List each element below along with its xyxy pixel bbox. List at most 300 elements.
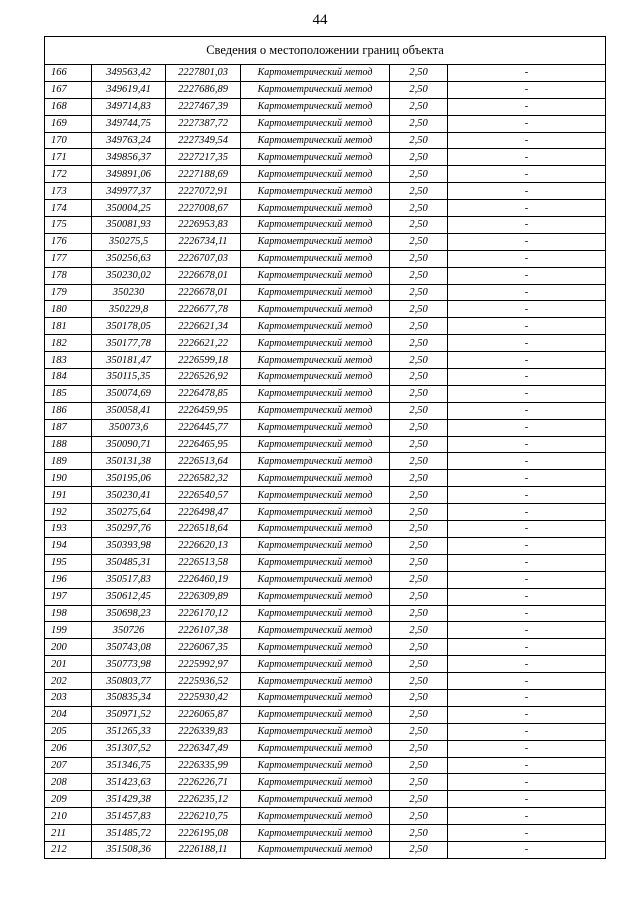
description-cell: - bbox=[448, 200, 606, 217]
method-cell: Картометрический метод bbox=[241, 521, 390, 538]
description-cell: - bbox=[448, 233, 606, 250]
x-coordinate-cell: 351457,83 bbox=[92, 808, 166, 825]
method-cell: Картометрический метод bbox=[241, 504, 390, 521]
point-number-cell: 207 bbox=[45, 757, 92, 774]
method-cell: Картометрический метод bbox=[241, 453, 390, 470]
x-coordinate-cell: 350256,63 bbox=[92, 250, 166, 267]
accuracy-cell: 2,50 bbox=[390, 200, 448, 217]
point-number-cell: 204 bbox=[45, 706, 92, 723]
method-cell: Картометрический метод bbox=[241, 301, 390, 318]
table-row bbox=[45, 385, 606, 402]
accuracy-cell: 2,50 bbox=[390, 689, 448, 706]
accuracy-cell: 2,50 bbox=[390, 267, 448, 284]
table-row bbox=[45, 166, 606, 183]
point-number-cell: 189 bbox=[45, 453, 92, 470]
accuracy-cell: 2,50 bbox=[390, 217, 448, 234]
point-number-cell: 206 bbox=[45, 740, 92, 757]
y-coordinate-cell: 2227349,54 bbox=[166, 132, 241, 149]
description-cell: - bbox=[448, 554, 606, 571]
table-row bbox=[45, 81, 606, 98]
table-row bbox=[45, 419, 606, 436]
point-number-cell: 183 bbox=[45, 352, 92, 369]
table-row bbox=[45, 132, 606, 149]
method-cell: Картометрический метод bbox=[241, 841, 390, 858]
table-row bbox=[45, 183, 606, 200]
y-coordinate-cell: 2227801,03 bbox=[166, 65, 241, 82]
x-coordinate-cell: 350485,31 bbox=[92, 554, 166, 571]
description-cell: - bbox=[448, 369, 606, 386]
accuracy-cell: 2,50 bbox=[390, 588, 448, 605]
x-coordinate-cell: 350835,34 bbox=[92, 689, 166, 706]
method-cell: Картометрический метод bbox=[241, 689, 390, 706]
description-cell: - bbox=[448, 436, 606, 453]
table-row bbox=[45, 706, 606, 723]
method-cell: Картометрический метод bbox=[241, 791, 390, 808]
point-number-cell: 174 bbox=[45, 200, 92, 217]
description-cell: - bbox=[448, 284, 606, 301]
method-cell: Картометрический метод bbox=[241, 149, 390, 166]
y-coordinate-cell: 2226734,11 bbox=[166, 233, 241, 250]
y-coordinate-cell: 2226498,47 bbox=[166, 504, 241, 521]
x-coordinate-cell: 350195,06 bbox=[92, 470, 166, 487]
accuracy-cell: 2,50 bbox=[390, 149, 448, 166]
method-cell: Картометрический метод bbox=[241, 98, 390, 115]
x-coordinate-cell: 351423,63 bbox=[92, 774, 166, 791]
table-row bbox=[45, 250, 606, 267]
x-coordinate-cell: 349891,06 bbox=[92, 166, 166, 183]
table-row bbox=[45, 673, 606, 690]
table-row bbox=[45, 335, 606, 352]
table-row bbox=[45, 436, 606, 453]
table-row bbox=[45, 352, 606, 369]
x-coordinate-cell: 350090,71 bbox=[92, 436, 166, 453]
table-row bbox=[45, 487, 606, 504]
table-row bbox=[45, 149, 606, 166]
table-row bbox=[45, 841, 606, 858]
description-cell: - bbox=[448, 81, 606, 98]
x-coordinate-cell: 350131,38 bbox=[92, 453, 166, 470]
y-coordinate-cell: 2227467,39 bbox=[166, 98, 241, 115]
description-cell: - bbox=[448, 250, 606, 267]
method-cell: Картометрический метод bbox=[241, 65, 390, 82]
x-coordinate-cell: 350004,25 bbox=[92, 200, 166, 217]
method-cell: Картометрический метод bbox=[241, 183, 390, 200]
accuracy-cell: 2,50 bbox=[390, 791, 448, 808]
accuracy-cell: 2,50 bbox=[390, 656, 448, 673]
description-cell: - bbox=[448, 318, 606, 335]
description-cell: - bbox=[448, 639, 606, 656]
description-cell: - bbox=[448, 841, 606, 858]
table-row bbox=[45, 521, 606, 538]
method-cell: Картометрический метод bbox=[241, 284, 390, 301]
description-cell: - bbox=[448, 98, 606, 115]
table-row bbox=[45, 689, 606, 706]
y-coordinate-cell: 2226339,83 bbox=[166, 723, 241, 740]
x-coordinate-cell: 350230,02 bbox=[92, 267, 166, 284]
x-coordinate-cell: 350297,76 bbox=[92, 521, 166, 538]
y-coordinate-cell: 2225936,52 bbox=[166, 673, 241, 690]
x-coordinate-cell: 350181,47 bbox=[92, 352, 166, 369]
y-coordinate-cell: 2226459,95 bbox=[166, 402, 241, 419]
method-cell: Картометрический метод bbox=[241, 774, 390, 791]
accuracy-cell: 2,50 bbox=[390, 605, 448, 622]
description-cell: - bbox=[448, 656, 606, 673]
table-row bbox=[45, 267, 606, 284]
method-cell: Картометрический метод bbox=[241, 250, 390, 267]
method-cell: Картометрический метод bbox=[241, 487, 390, 504]
table-body bbox=[45, 65, 606, 859]
point-number-cell: 184 bbox=[45, 369, 92, 386]
accuracy-cell: 2,50 bbox=[390, 622, 448, 639]
accuracy-cell: 2,50 bbox=[390, 98, 448, 115]
accuracy-cell: 2,50 bbox=[390, 706, 448, 723]
accuracy-cell: 2,50 bbox=[390, 825, 448, 842]
x-coordinate-cell: 350612,45 bbox=[92, 588, 166, 605]
description-cell: - bbox=[448, 740, 606, 757]
description-cell: - bbox=[448, 115, 606, 132]
point-number-cell: 209 bbox=[45, 791, 92, 808]
method-cell: Картометрический метод bbox=[241, 217, 390, 234]
table-row bbox=[45, 537, 606, 554]
point-number-cell: 205 bbox=[45, 723, 92, 740]
x-coordinate-cell: 351508,36 bbox=[92, 841, 166, 858]
table-row bbox=[45, 740, 606, 757]
description-cell: - bbox=[448, 521, 606, 538]
y-coordinate-cell: 2226526,92 bbox=[166, 369, 241, 386]
description-cell: - bbox=[448, 808, 606, 825]
y-coordinate-cell: 2226677,78 bbox=[166, 301, 241, 318]
x-coordinate-cell: 350073,6 bbox=[92, 419, 166, 436]
y-coordinate-cell: 2226107,38 bbox=[166, 622, 241, 639]
method-cell: Картометрический метод bbox=[241, 740, 390, 757]
method-cell: Картометрический метод bbox=[241, 233, 390, 250]
point-number-cell: 197 bbox=[45, 588, 92, 605]
table-row bbox=[45, 656, 606, 673]
x-coordinate-cell: 351346,75 bbox=[92, 757, 166, 774]
method-cell: Картометрический метод bbox=[241, 200, 390, 217]
table-row bbox=[45, 369, 606, 386]
method-cell: Картометрический метод bbox=[241, 352, 390, 369]
point-number-cell: 166 bbox=[45, 65, 92, 82]
y-coordinate-cell: 2225930,42 bbox=[166, 689, 241, 706]
point-number-cell: 199 bbox=[45, 622, 92, 639]
x-coordinate-cell: 350698,23 bbox=[92, 605, 166, 622]
y-coordinate-cell: 2226188,11 bbox=[166, 841, 241, 858]
accuracy-cell: 2,50 bbox=[390, 402, 448, 419]
description-cell: - bbox=[448, 419, 606, 436]
x-coordinate-cell: 349714,83 bbox=[92, 98, 166, 115]
point-number-cell: 202 bbox=[45, 673, 92, 690]
y-coordinate-cell: 2226707,03 bbox=[166, 250, 241, 267]
point-number-cell: 192 bbox=[45, 504, 92, 521]
point-number-cell: 190 bbox=[45, 470, 92, 487]
method-cell: Картометрический метод bbox=[241, 723, 390, 740]
accuracy-cell: 2,50 bbox=[390, 537, 448, 554]
table-row bbox=[45, 757, 606, 774]
y-coordinate-cell: 2227008,67 bbox=[166, 200, 241, 217]
boundary-coordinates-table bbox=[44, 36, 606, 859]
table-row bbox=[45, 233, 606, 250]
description-cell: - bbox=[448, 774, 606, 791]
y-coordinate-cell: 2225992,97 bbox=[166, 656, 241, 673]
accuracy-cell: 2,50 bbox=[390, 808, 448, 825]
table-row bbox=[45, 639, 606, 656]
table-row bbox=[45, 791, 606, 808]
method-cell: Картометрический метод bbox=[241, 808, 390, 825]
table-row bbox=[45, 605, 606, 622]
description-cell: - bbox=[448, 588, 606, 605]
point-number-cell: 211 bbox=[45, 825, 92, 842]
point-number-cell: 194 bbox=[45, 537, 92, 554]
x-coordinate-cell: 350230 bbox=[92, 284, 166, 301]
x-coordinate-cell: 350803,77 bbox=[92, 673, 166, 690]
accuracy-cell: 2,50 bbox=[390, 740, 448, 757]
x-coordinate-cell: 350115,35 bbox=[92, 369, 166, 386]
x-coordinate-cell: 350275,64 bbox=[92, 504, 166, 521]
point-number-cell: 188 bbox=[45, 436, 92, 453]
method-cell: Картометрический метод bbox=[241, 335, 390, 352]
point-number-cell: 173 bbox=[45, 183, 92, 200]
accuracy-cell: 2,50 bbox=[390, 233, 448, 250]
table-row bbox=[45, 200, 606, 217]
accuracy-cell: 2,50 bbox=[390, 521, 448, 538]
x-coordinate-cell: 350517,83 bbox=[92, 571, 166, 588]
point-number-cell: 169 bbox=[45, 115, 92, 132]
table-row bbox=[45, 554, 606, 571]
method-cell: Картометрический метод bbox=[241, 419, 390, 436]
description-cell: - bbox=[448, 706, 606, 723]
description-cell: - bbox=[448, 132, 606, 149]
y-coordinate-cell: 2226478,85 bbox=[166, 385, 241, 402]
x-coordinate-cell: 350230,41 bbox=[92, 487, 166, 504]
y-coordinate-cell: 2226460,19 bbox=[166, 571, 241, 588]
accuracy-cell: 2,50 bbox=[390, 352, 448, 369]
x-coordinate-cell: 350275,5 bbox=[92, 233, 166, 250]
x-coordinate-cell: 350229,8 bbox=[92, 301, 166, 318]
x-coordinate-cell: 351307,52 bbox=[92, 740, 166, 757]
point-number-cell: 182 bbox=[45, 335, 92, 352]
description-cell: - bbox=[448, 673, 606, 690]
method-cell: Картометрический метод bbox=[241, 402, 390, 419]
point-number-cell: 179 bbox=[45, 284, 92, 301]
accuracy-cell: 2,50 bbox=[390, 115, 448, 132]
accuracy-cell: 2,50 bbox=[390, 284, 448, 301]
description-cell: - bbox=[448, 402, 606, 419]
description-cell: - bbox=[448, 487, 606, 504]
point-number-cell: 168 bbox=[45, 98, 92, 115]
y-coordinate-cell: 2226678,01 bbox=[166, 267, 241, 284]
y-coordinate-cell: 2227188,69 bbox=[166, 166, 241, 183]
point-number-cell: 187 bbox=[45, 419, 92, 436]
method-cell: Картометрический метод bbox=[241, 605, 390, 622]
description-cell: - bbox=[448, 622, 606, 639]
x-coordinate-cell: 350074,69 bbox=[92, 385, 166, 402]
accuracy-cell: 2,50 bbox=[390, 757, 448, 774]
table-row bbox=[45, 65, 606, 82]
table-row bbox=[45, 588, 606, 605]
description-cell: - bbox=[448, 571, 606, 588]
point-number-cell: 175 bbox=[45, 217, 92, 234]
description-cell: - bbox=[448, 453, 606, 470]
description-cell: - bbox=[448, 335, 606, 352]
accuracy-cell: 2,50 bbox=[390, 453, 448, 470]
y-coordinate-cell: 2226620,13 bbox=[166, 537, 241, 554]
point-number-cell: 176 bbox=[45, 233, 92, 250]
y-coordinate-cell: 2226582,32 bbox=[166, 470, 241, 487]
table-title: Сведения о местоположении границ объекта bbox=[45, 37, 606, 65]
method-cell: Картометрический метод bbox=[241, 757, 390, 774]
method-cell: Картометрический метод bbox=[241, 470, 390, 487]
description-cell: - bbox=[448, 757, 606, 774]
x-coordinate-cell: 349563,42 bbox=[92, 65, 166, 82]
method-cell: Картометрический метод bbox=[241, 639, 390, 656]
table-row bbox=[45, 453, 606, 470]
accuracy-cell: 2,50 bbox=[390, 841, 448, 858]
x-coordinate-cell: 350773,98 bbox=[92, 656, 166, 673]
x-coordinate-cell: 351265,33 bbox=[92, 723, 166, 740]
accuracy-cell: 2,50 bbox=[390, 81, 448, 98]
accuracy-cell: 2,50 bbox=[390, 571, 448, 588]
table-row bbox=[45, 470, 606, 487]
table-row bbox=[45, 318, 606, 335]
point-number-cell: 180 bbox=[45, 301, 92, 318]
point-number-cell: 201 bbox=[45, 656, 92, 673]
description-cell: - bbox=[448, 723, 606, 740]
accuracy-cell: 2,50 bbox=[390, 183, 448, 200]
method-cell: Картометрический метод bbox=[241, 588, 390, 605]
point-number-cell: 170 bbox=[45, 132, 92, 149]
table-row bbox=[45, 774, 606, 791]
x-coordinate-cell: 351485,72 bbox=[92, 825, 166, 842]
accuracy-cell: 2,50 bbox=[390, 436, 448, 453]
table-row bbox=[45, 301, 606, 318]
point-number-cell: 203 bbox=[45, 689, 92, 706]
description-cell: - bbox=[448, 352, 606, 369]
method-cell: Картометрический метод bbox=[241, 571, 390, 588]
description-cell: - bbox=[448, 537, 606, 554]
page-number: 44 bbox=[312, 12, 328, 28]
point-number-cell: 195 bbox=[45, 554, 92, 571]
x-coordinate-cell: 350743,08 bbox=[92, 639, 166, 656]
table-row bbox=[45, 217, 606, 234]
table-row bbox=[45, 98, 606, 115]
accuracy-cell: 2,50 bbox=[390, 723, 448, 740]
x-coordinate-cell: 349619,41 bbox=[92, 81, 166, 98]
method-cell: Картометрический метод bbox=[241, 554, 390, 571]
x-coordinate-cell: 350177,78 bbox=[92, 335, 166, 352]
method-cell: Картометрический метод bbox=[241, 436, 390, 453]
description-cell: - bbox=[448, 470, 606, 487]
y-coordinate-cell: 2226235,12 bbox=[166, 791, 241, 808]
accuracy-cell: 2,50 bbox=[390, 132, 448, 149]
method-cell: Картометрический метод bbox=[241, 166, 390, 183]
y-coordinate-cell: 2226518,64 bbox=[166, 521, 241, 538]
point-number-cell: 208 bbox=[45, 774, 92, 791]
method-cell: Картометрический метод bbox=[241, 622, 390, 639]
accuracy-cell: 2,50 bbox=[390, 301, 448, 318]
method-cell: Картометрический метод bbox=[241, 825, 390, 842]
point-number-cell: 200 bbox=[45, 639, 92, 656]
y-coordinate-cell: 2226513,64 bbox=[166, 453, 241, 470]
method-cell: Картометрический метод bbox=[241, 656, 390, 673]
accuracy-cell: 2,50 bbox=[390, 639, 448, 656]
description-cell: - bbox=[448, 301, 606, 318]
description-cell: - bbox=[448, 605, 606, 622]
y-coordinate-cell: 2226599,18 bbox=[166, 352, 241, 369]
y-coordinate-cell: 2226540,57 bbox=[166, 487, 241, 504]
method-cell: Картометрический метод bbox=[241, 706, 390, 723]
table-row bbox=[45, 504, 606, 521]
accuracy-cell: 2,50 bbox=[390, 554, 448, 571]
x-coordinate-cell: 350058,41 bbox=[92, 402, 166, 419]
point-number-cell: 198 bbox=[45, 605, 92, 622]
accuracy-cell: 2,50 bbox=[390, 385, 448, 402]
y-coordinate-cell: 2226465,95 bbox=[166, 436, 241, 453]
table-row bbox=[45, 723, 606, 740]
accuracy-cell: 2,50 bbox=[390, 166, 448, 183]
point-number-cell: 181 bbox=[45, 318, 92, 335]
method-cell: Картометрический метод bbox=[241, 673, 390, 690]
y-coordinate-cell: 2226678,01 bbox=[166, 284, 241, 301]
description-cell: - bbox=[448, 65, 606, 82]
point-number-cell: 210 bbox=[45, 808, 92, 825]
point-number-cell: 191 bbox=[45, 487, 92, 504]
accuracy-cell: 2,50 bbox=[390, 250, 448, 267]
x-coordinate-cell: 349744,75 bbox=[92, 115, 166, 132]
x-coordinate-cell: 350178,05 bbox=[92, 318, 166, 335]
description-cell: - bbox=[448, 217, 606, 234]
x-coordinate-cell: 350393,98 bbox=[92, 537, 166, 554]
y-coordinate-cell: 2227217,35 bbox=[166, 149, 241, 166]
method-cell: Картометрический метод bbox=[241, 81, 390, 98]
method-cell: Картометрический метод bbox=[241, 132, 390, 149]
point-number-cell: 193 bbox=[45, 521, 92, 538]
point-number-cell: 167 bbox=[45, 81, 92, 98]
method-cell: Картометрический метод bbox=[241, 537, 390, 554]
accuracy-cell: 2,50 bbox=[390, 673, 448, 690]
x-coordinate-cell: 349763,24 bbox=[92, 132, 166, 149]
y-coordinate-cell: 2227072,91 bbox=[166, 183, 241, 200]
point-number-cell: 177 bbox=[45, 250, 92, 267]
description-cell: - bbox=[448, 149, 606, 166]
description-cell: - bbox=[448, 166, 606, 183]
description-cell: - bbox=[448, 385, 606, 402]
description-cell: - bbox=[448, 791, 606, 808]
y-coordinate-cell: 2226445,77 bbox=[166, 419, 241, 436]
x-coordinate-cell: 350081,93 bbox=[92, 217, 166, 234]
table-row bbox=[45, 571, 606, 588]
x-coordinate-cell: 349977,37 bbox=[92, 183, 166, 200]
point-number-cell: 172 bbox=[45, 166, 92, 183]
accuracy-cell: 2,50 bbox=[390, 504, 448, 521]
table-row bbox=[45, 622, 606, 639]
description-cell: - bbox=[448, 689, 606, 706]
x-coordinate-cell: 349856,37 bbox=[92, 149, 166, 166]
y-coordinate-cell: 2226309,89 bbox=[166, 588, 241, 605]
description-cell: - bbox=[448, 267, 606, 284]
point-number-cell: 196 bbox=[45, 571, 92, 588]
accuracy-cell: 2,50 bbox=[390, 318, 448, 335]
table-row bbox=[45, 115, 606, 132]
description-cell: - bbox=[448, 504, 606, 521]
point-number-cell: 171 bbox=[45, 149, 92, 166]
method-cell: Картометрический метод bbox=[241, 115, 390, 132]
table-row bbox=[45, 284, 606, 301]
method-cell: Картометрический метод bbox=[241, 369, 390, 386]
y-coordinate-cell: 2226347,49 bbox=[166, 740, 241, 757]
y-coordinate-cell: 2227686,89 bbox=[166, 81, 241, 98]
y-coordinate-cell: 2226170,12 bbox=[166, 605, 241, 622]
